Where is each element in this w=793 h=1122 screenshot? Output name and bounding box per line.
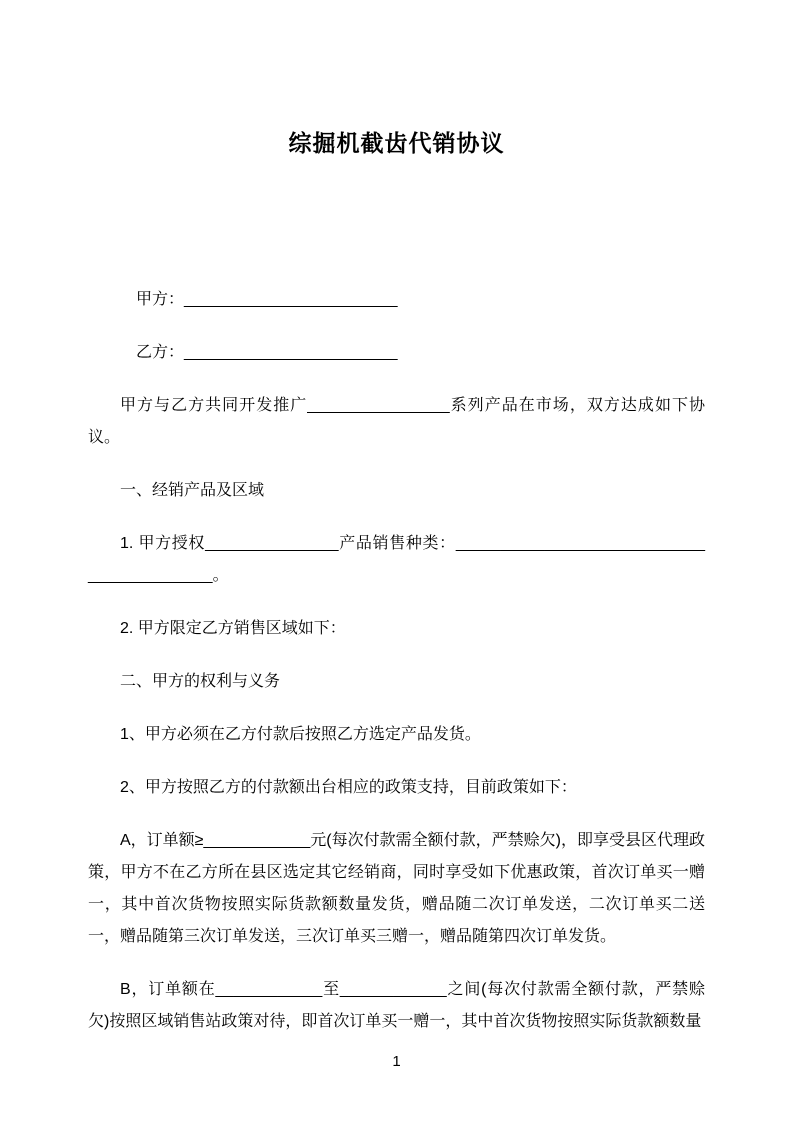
intro-paragraph: 甲方与乙方共同开发推广________________系列产品在市场，双方达成如下协议。 [88,397,705,446]
clause-2-1: 1、甲方必须在乙方付款后按照乙方选定产品发货。 [120,726,481,743]
page-number: 1 [392,1053,401,1070]
party-a-line: 甲方：________________________ [136,291,398,308]
document-title: 综掘机截齿代销协议 [288,130,505,156]
party-b-line: 乙方：________________________ [136,344,398,361]
clause-1-2: 2. 甲方限定乙方销售区域如下： [120,620,346,637]
clause-2-2a: A，订单额≥____________元(每次付款需全额付款，严禁赊欠)，即享受县区代理政策，甲方不在乙方所在县区选定其它经销商，同时享受如下优惠政策，首次订单买一赠一，其中首次货物按照实际货款额数量发货，赠品随二次订单发送，二次订单买二送一，赠品随第三次订单发送，三次订单买三赠一，赠品随第四次订单发货。 [88,832,705,945]
clause-2-2b: B，订单额在____________至____________之间(每次付款需全额付款，严禁赊欠)按照区域销售站政策对待，即首次订单买一赠一，其中首次货物按照实际货款额数量 [88,981,705,1030]
clause-1-1: 1. 甲方授权_______________产品销售种类：__________________________________________。 [88,535,705,584]
clause-2-2: 2、甲方按照乙方的付款额出台相应的政策支持，目前政策如下： [120,779,577,796]
section-2-heading: 二、甲方的权利与义务 [120,673,281,690]
section-1-heading: 一、经销产品及区域 [120,482,265,499]
